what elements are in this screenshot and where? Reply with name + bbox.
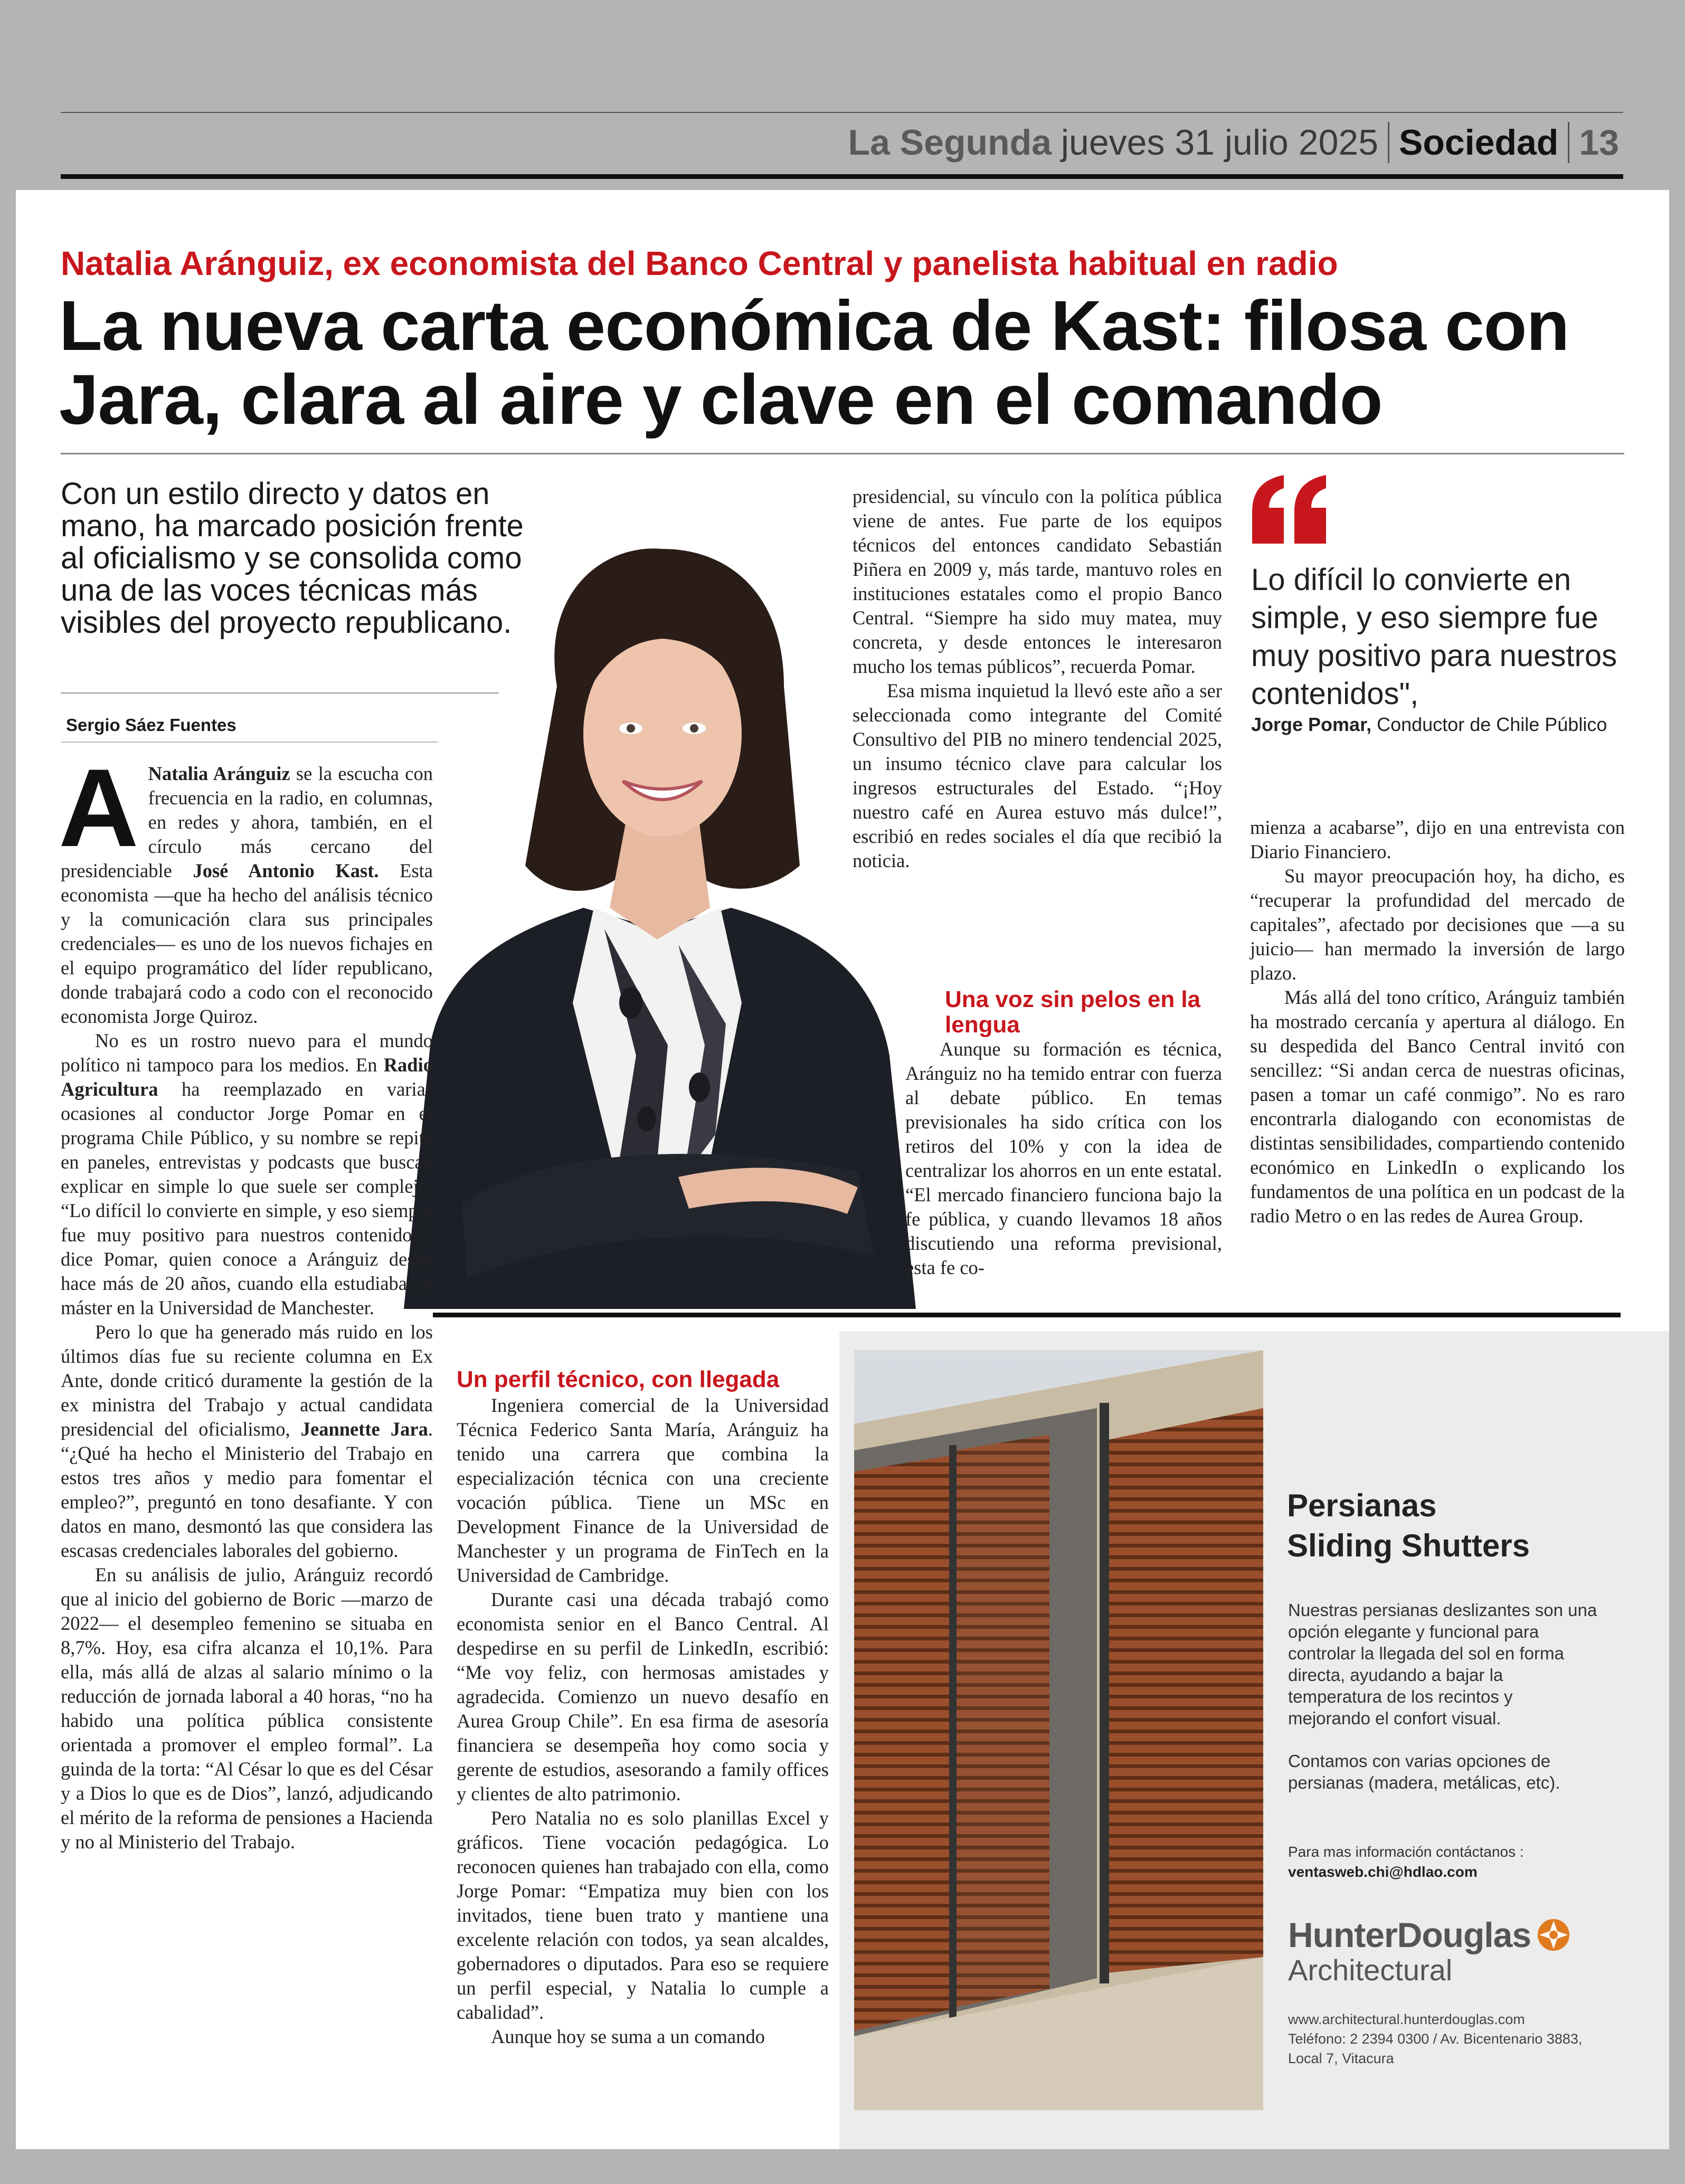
masthead [848,116,1619,169]
byline-rule [61,742,438,743]
ad-address: Teléfono: 2 2394 0300 / Av. Bicentenario 3883, Local 7, Vitacura [1288,2031,1583,2066]
paragraph: Esa misma inquietud la llevó este año a ser seleccionada como integrante del Comité Consultivo del PIB no minero tendencial 2025, un insumo técnico clave para calcular los ingresos estructurales del Estado. “¡Hoy nuestro café en Aurea estuvo más dulce!”, escribió en redes sociales el día que recibió la noticia. [853,680,1222,871]
paragraph-text: . “¿Qué ha hecho el Ministerio del Trabajo en estos tres años y medio para fomentar el empleo?”, preguntó en tono desafiante. Y con datos en mano, desmontó las que considera las escasas credenciales laborales del gobierno. [61,1418,433,1561]
masthead-divider [1388,122,1389,163]
masthead-top-rule [61,112,1623,113]
headline: La nueva carta económica de Kast: filosa con Jara, clara al aire y clave en el comando [59,287,1569,439]
article-column-3b [905,1037,1222,1280]
ad-website[interactable]: www.architectural.hunterdouglas.com [1288,2011,1525,2027]
minister-name: Jeannette Jara [300,1418,428,1440]
ad-title-line: Sliding Shutters [1287,1528,1530,1563]
pull-quote-source [1251,713,1621,736]
subhead-perfil: Un perfil técnico, con llegada [457,1366,780,1392]
kicker: Natalia Aránguiz, ex economista del Banco Central y panelista habitual en radio [61,244,1338,282]
ad-paragraph: Contamos con varias opciones de persianas (madera, metálicas, etc). [1288,1751,1560,1792]
issue-date: jueves 31 julio 2025 [1061,122,1379,163]
brand-emblem-icon [1536,1917,1571,1952]
quote-mark-icon [1247,475,1331,549]
ad-contact-email[interactable]: ventasweb.chi@hdlao.com [1288,1864,1478,1880]
section-name: Sociedad [1399,122,1559,163]
paragraph: Durante casi una década trabajó como economista senior en el Banco Central. Al despedirse en su perfil de LinkedIn, escribió: “Me voy feliz, con hermosas amistades y agradecida. Comienzo un nuevo desafío en Aurea Group Chile”. En esa firma de asesoría financiera se desempeña hoy como socia y gerente de estudios, asesorando a family offices y clientes de alto patrimonio. [457,1589,829,1805]
paragraph: Pero Natalia no es solo planillas Excel y gráficos. Tiene vocación pedagógica. Lo reconocen quienes han trabajado con ella, como Jorge Pomar: “Empatiza muy bien con los invitados, tiene buen trato y mantiene una excelente relación con todos, ya sean alcaldes, gobernadores o diputados. Para eso se requiere un perfil especial, y Natalia lo cumple a cabalidad”. [457,1807,829,2023]
quote-source-role: Conductor de Chile Público [1371,714,1607,735]
ad-title-line: Persianas [1287,1488,1437,1523]
section-rule [433,1313,1621,1317]
paragraph-text: Esta economista —que ha hecho del análisis técnico y la comunicación clara sus principales credenciales— es uno de los nuevos fichajes en el equipo programático del líder republicano, donde trabajará codo a codo con el reconocido economista Jorge Quiroz. [61,860,433,1027]
paragraph-text: se la escucha con frecuencia en la radio, en columnas, en redes y ahora, también, en el círculo más cercano del presidenciable [61,763,433,881]
paragraph: Su mayor preocupación hoy, ha dicho, es “recuperar la profundidad del mercado de capitales”, afectado por decisiones que —a su juicio— han mermado la inversión de largo plazo. [1250,865,1625,984]
article-column-4 [1250,815,1625,1228]
masthead-divider [1568,122,1569,163]
paragraph: Ingeniera comercial de la Universidad Técnica Federico Santa María, Aránguiz ha tenido una carrera que combina la especialización técnica con una creciente vocación pública. Tiene un MSc en Development Finance de la Universidad de Manchester y un programa de FinTech en la Universidad de Cambridge. [457,1394,829,1586]
ad-paragraph: Nuestras persianas deslizantes son una opción elegante y funcional para controlar la llegada del sol en forma directa, ayudando a bajar la temperatura de los recintos y mejorando el confort visual. [1288,1600,1597,1728]
ad-contact [1288,1842,1615,1882]
paragraph-text: No es un rostro nuevo para el mundo político ni tampoco para los medios. En [61,1030,433,1076]
paragraph: mienza a acabarse”, dijo en una entrevista con Diario Financiero. [1250,816,1625,862]
ad-footer [1288,2010,1615,2068]
ad-photo [854,1350,1263,2110]
drop-cap: A [59,746,139,870]
ad-copy [1288,1599,1599,1815]
publication-name: La Segunda [848,122,1052,163]
paragraph: En su análisis de julio, Aránguiz recordó que al inicio del gobierno de Boric —marzo de 2022— el desempleo femenino se situaba en 8,7%. Hoy, esa cifra alcanza el 10,1%. Para ella, más allá de alzas al salario mínimo o la reducción de jornada laboral a 40 horas, “no ha habido una política pública consistente orientada a promover el empleo formal”. La guinda de la torta: “Al César lo que es del César y a Dios lo que es de Dios”, lanzó, adjudicando el mérito de la reforma de pensiones a Hacienda y no al Ministerio del Trabajo. [61,1564,433,1853]
subhead-voz: Una voz sin pelos en la lengua [945,986,1201,1038]
paragraph: Aunque su formación es técnica, Aránguiz no ha temido entrar con fuerza al debate público. En temas previsionales ha sido crítica con los retiros del 10% y con la idea de centralizar los ahorros en un ente estatal. “El mercado financiero funciona bajo la fe pública, y cuando llevamos 18 años discutiendo una reforma previsional, esta fe co- [905,1038,1222,1278]
quote-source-name: Jorge Pomar, [1251,714,1372,735]
byline: Sergio Sáez Fuentes [66,715,236,735]
hunterdouglas-logo [1288,1915,1571,1987]
paragraph: presidencial, su vínculo con la política pública viene de antes. Fue parte de los equipos técnicos del entonces candidato Sebastián Piñera en 2009 y, más tarde, mantuvo roles en instituciones estatales como el propio Banco Central. “Siempre ha sido muy matea, muy concreta, y desde entonces le interesaron mucho los temas públicos”, recuerda Pomar. [853,486,1222,677]
deck: Con un estilo directo y datos en mano, ha marcado posición frente al oficialismo y se consolida como una de las voces técnicas más visibles del proyecto republicano. [61,477,524,640]
article-column-1 [59,746,433,1854]
subject-name: Natalia Aránguiz [148,763,290,784]
paragraph-text: Pero lo que ha generado más ruido en los últimos días fue su reciente columna en Ex Ante, donde criticó duramente la gestión de la ex ministra del Trabajo y actual candidata presidencial del oficialismo, [61,1321,433,1440]
page-number: 13 [1579,122,1619,163]
portrait-photo [383,528,921,1309]
article-column-2 [457,1393,829,2049]
radio-name: Radio Agricultura [61,1054,433,1100]
ad-title [1287,1486,1530,1566]
headline-rule [61,453,1624,454]
brand-name: HunterDouglas [1288,1915,1531,1954]
paragraph: Más allá del tono crítico, Aránguiz también ha mostrado cercanía y apertura al diálogo. En su despedida del Banco Central invitó con sencillez: “Si andan cerca de nuestras oficinas, pasen a tomar un café conmigo”. No es raro encontrarla dialogando con economistas de distintas sensibilidades, compartiendo contenido económico en LinkedIn o explicando los fundamentos de una política en un podcast de la radio Metro o en las redes de Aurea Group. [1250,986,1625,1227]
pull-quote: Lo difícil lo convierte en simple, y eso siempre fue muy positivo para nuestros contenidos", [1251,563,1617,711]
paragraph-text: ha reemplazado en varias ocasiones al conductor Jorge Pomar en el programa Chile Público, y su nombre se repite en paneles, entrevistas y podcasts que buscan explicar en simple lo que suele ser complejo. “Lo difícil lo convierte en simple, y eso siempre fue muy positivo para nuestros contenidos”, dice Pomar, quien conoce a Aránguiz desde hace más de 20 años, cuando ella estudiaba un máster en la Universidad de Manchester. [61,1078,433,1318]
masthead-bottom-rule [61,174,1623,179]
brand-subname: Architectural [1288,1953,1453,1987]
ad-contact-label: Para mas información contáctanos : [1288,1844,1524,1860]
paragraph: Aunque hoy se suma a un comando [491,2026,765,2047]
article-column-3 [853,485,1222,873]
candidate-name: José Antonio Kast. [193,860,379,881]
